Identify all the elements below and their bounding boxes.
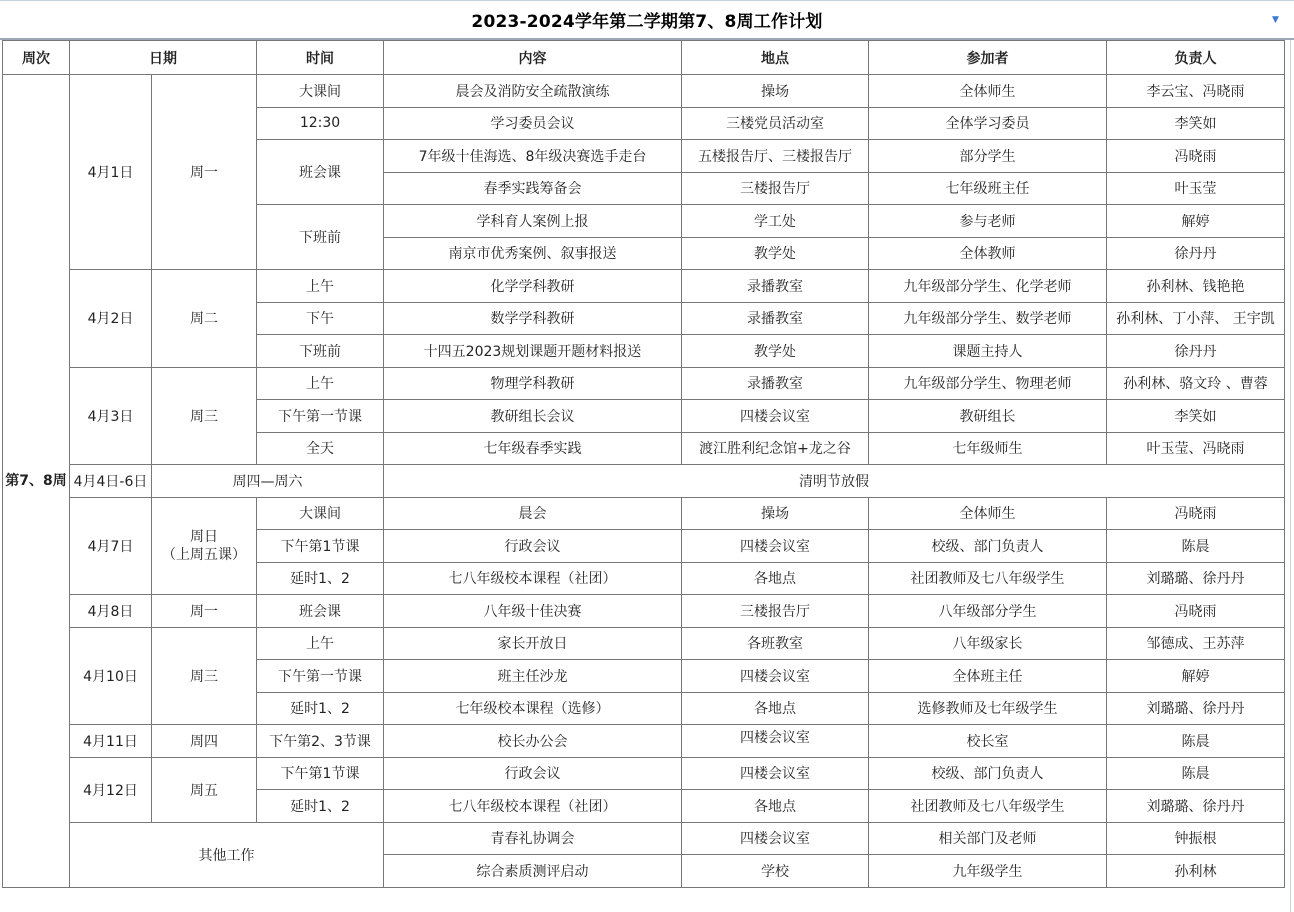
date-cell: 4月2日 [70,270,152,368]
participants-cell: 九年级部分学生、化学老师 [869,270,1107,303]
day-cell: 周一 [152,75,257,270]
place-cell: 操场 [682,497,869,530]
participants-cell: 选修教师及七年级学生 [869,692,1107,725]
participants-cell: 七年级师生 [869,432,1107,465]
header-date: 日期 [70,41,257,75]
week-cell: 第7、8周 [3,75,70,888]
table-row [3,725,1285,758]
holiday-cell: 清明节放假 [384,465,1285,498]
owner-cell: 邹德成、王苏萍 [1107,627,1285,660]
time-cell: 大课间 [257,497,384,530]
date-cell: 4月8日 [70,595,152,628]
time-cell: 上午 [257,627,384,660]
owner-cell: 陈晨 [1107,725,1285,758]
content-cell: 七年级校本课程（选修） [384,692,682,725]
header-time: 时间 [257,41,384,75]
header-row [3,41,1285,75]
place-cell: 教学处 [682,335,869,368]
place-cell: 学工处 [682,205,869,238]
content-cell: 晨会及消防安全疏散演练 [384,75,682,108]
table-row [3,497,1285,530]
owner-cell: 冯晓雨 [1107,497,1285,530]
participants-cell: 九年级部分学生、物理老师 [869,367,1107,400]
header-participants: 参加者 [869,41,1107,75]
day-cell: 周五 [152,757,257,822]
place-cell: 四楼会议室 [682,660,869,693]
time-cell: 下午第1节课 [257,757,384,790]
participants-cell: 教研组长 [869,400,1107,433]
work-plan-table [2,40,1285,888]
table-row [3,627,1285,660]
participants-cell: 八年级部分学生 [869,595,1107,628]
place-cell: 四楼会议室 [682,725,869,758]
content-cell: 八年级十佳决赛 [384,595,682,628]
table-row [3,270,1285,303]
date-cell: 4月10日 [70,627,152,725]
time-cell: 大课间 [257,75,384,108]
content-cell: 学科育人案例上报 [384,205,682,238]
time-cell: 延时1、2 [257,562,384,595]
participants-cell: 全体教师 [869,237,1107,270]
participants-cell: 全体师生 [869,75,1107,108]
table-row [3,595,1285,628]
date-cell: 4月3日 [70,367,152,465]
grid-edge [1290,40,1291,912]
day-cell: 周四—周六 [152,465,384,498]
day-cell: 周一 [152,595,257,628]
time-cell: 下午 [257,302,384,335]
content-cell: 行政会议 [384,530,682,563]
date-cell: 4月1日 [70,75,152,270]
owner-cell: 钟振根 [1107,822,1285,855]
place-cell: 教学处 [682,237,869,270]
date-cell: 4月7日 [70,497,152,595]
date-cell: 4月4日-6日 [70,465,152,498]
table-row [3,822,1285,855]
content-cell: 青春礼协调会 [384,822,682,855]
owner-cell: 刘璐璐、徐丹丹 [1107,692,1285,725]
content-cell: 行政会议 [384,757,682,790]
day-cell: 周三 [152,367,257,465]
table-row [3,75,1285,108]
time-cell: 延时1、2 [257,790,384,823]
place-cell: 五楼报告厅、三楼报告厅 [682,140,869,173]
content-cell: 七八年级校本课程（社团） [384,562,682,595]
day-cell: 周二 [152,270,257,368]
participants-cell: 参与老师 [869,205,1107,238]
place-cell: 各班教室 [682,627,869,660]
participants-cell: 相关部门及老师 [869,822,1107,855]
time-cell: 全天 [257,432,384,465]
filter-icon[interactable]: ▼ [1272,15,1279,25]
content-cell: 校长办公会 [384,725,682,758]
participants-cell: 校级、部门负责人 [869,757,1107,790]
table-row [3,757,1285,790]
participants-cell: 校级、部门负责人 [869,530,1107,563]
title-bar [0,0,1294,40]
content-cell: 家长开放日 [384,627,682,660]
owner-cell: 徐丹丹 [1107,237,1285,270]
date-cell: 4月12日 [70,757,152,822]
header-week: 周次 [3,41,70,75]
owner-cell: 陈晨 [1107,530,1285,563]
time-cell: 下班前 [257,335,384,368]
participants-cell: 部分学生 [869,140,1107,173]
participants-cell: 八年级家长 [869,627,1107,660]
place-cell: 渡江胜利纪念馆+龙之谷 [682,432,869,465]
time-cell: 下班前 [257,205,384,270]
place-cell: 三楼报告厅 [682,172,869,205]
place-cell: 三楼党员活动室 [682,107,869,140]
table-row [3,465,1285,498]
time-cell: 上午 [257,270,384,303]
owner-cell: 冯晓雨 [1107,140,1285,173]
place-cell: 各地点 [682,692,869,725]
owner-cell: 叶玉莹 [1107,172,1285,205]
content-cell: 7年级十佳海选、8年级决赛选手走台 [384,140,682,173]
day-cell: 周日 （上周五课） [152,497,257,595]
day-cell: 周三 [152,627,257,725]
participants-cell: 九年级学生 [869,855,1107,888]
time-cell: 上午 [257,367,384,400]
participants-cell: 全体学习委员 [869,107,1107,140]
owner-cell: 刘璐璐、徐丹丹 [1107,562,1285,595]
time-cell: 班会课 [257,595,384,628]
content-cell: 数学学科教研 [384,302,682,335]
header-content: 内容 [384,41,682,75]
participants-cell: 七年级班主任 [869,172,1107,205]
time-cell: 12:30 [257,107,384,140]
owner-cell: 孙利林 [1107,855,1285,888]
owner-cell: 解婷 [1107,660,1285,693]
participants-cell: 九年级部分学生、数学老师 [869,302,1107,335]
owner-cell: 陈晨 [1107,757,1285,790]
place-cell: 录播教室 [682,302,869,335]
time-cell: 班会课 [257,140,384,205]
place-cell: 录播教室 [682,270,869,303]
content-cell: 十四五2023规划课题开题材料报送 [384,335,682,368]
owner-cell: 李云宝、冯晓雨 [1107,75,1285,108]
owner-cell: 孙利林、丁小萍、 王宇凯 [1107,302,1285,335]
table-row [3,367,1285,400]
place-cell: 各地点 [682,790,869,823]
content-cell: 春季实践筹备会 [384,172,682,205]
time-cell: 下午第2、3节课 [257,725,384,758]
date-cell: 4月11日 [70,725,152,758]
content-cell: 班主任沙龙 [384,660,682,693]
place-cell: 操场 [682,75,869,108]
place-cell: 四楼会议室 [682,400,869,433]
place-cell: 录播教室 [682,367,869,400]
content-cell: 晨会 [384,497,682,530]
owner-cell: 刘璐璐、徐丹丹 [1107,790,1285,823]
content-cell: 教研组长会议 [384,400,682,433]
participants-cell: 社团教师及七八年级学生 [869,562,1107,595]
owner-cell: 叶玉莹、冯晓雨 [1107,432,1285,465]
time-cell: 下午第一节课 [257,660,384,693]
place-cell: 四楼会议室 [682,822,869,855]
owner-cell: 李笑如 [1107,107,1285,140]
owner-cell: 解婷 [1107,205,1285,238]
other-work-label: 其他工作 [70,822,384,887]
participants-cell: 校长室 [869,725,1107,758]
time-cell: 下午第一节课 [257,400,384,433]
owner-cell: 孙利林、骆文玲 、曹蓉 [1107,367,1285,400]
owner-cell: 冯晓雨 [1107,595,1285,628]
header-place: 地点 [682,41,869,75]
content-cell: 化学学科教研 [384,270,682,303]
place-cell: 四楼会议室 [682,757,869,790]
place-cell: 四楼会议室 [682,530,869,563]
place-cell: 三楼报告厅 [682,595,869,628]
participants-cell: 社团教师及七八年级学生 [869,790,1107,823]
content-cell: 南京市优秀案例、叙事报送 [384,237,682,270]
content-cell: 学习委员会议 [384,107,682,140]
content-cell: 七八年级校本课程（社团） [384,790,682,823]
day-cell: 周四 [152,725,257,758]
header-owner: 负责人 [1107,41,1285,75]
content-cell: 物理学科教研 [384,367,682,400]
owner-cell: 孙利林、钱艳艳 [1107,270,1285,303]
participants-cell: 全体班主任 [869,660,1107,693]
place-cell: 学校 [682,855,869,888]
content-cell: 综合素质测评启动 [384,855,682,888]
owner-cell: 李笑如 [1107,400,1285,433]
content-cell: 七年级春季实践 [384,432,682,465]
owner-cell: 徐丹丹 [1107,335,1285,368]
time-cell: 下午第1节课 [257,530,384,563]
participants-cell: 课题主持人 [869,335,1107,368]
place-cell: 各地点 [682,562,869,595]
participants-cell: 全体师生 [869,497,1107,530]
sheet-title: 2023-2024学年第二学期第7、8周工作计划 [471,12,823,32]
time-cell: 延时1、2 [257,692,384,725]
